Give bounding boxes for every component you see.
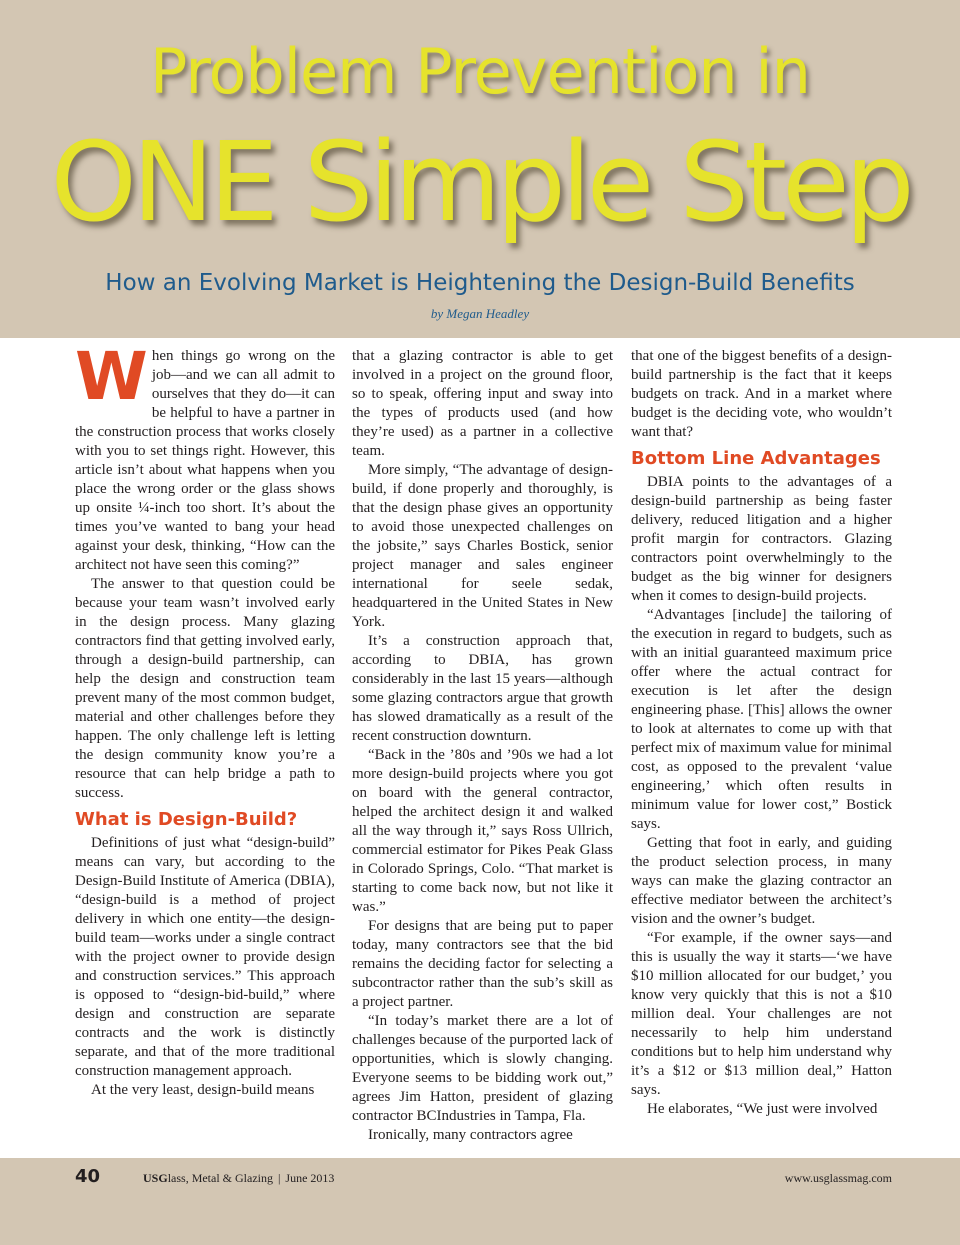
paragraph: “Back in the ’80s and ’90s we had a lot more design-build projects where you got on board with the general contractor, helped the architect design it and walked all the way through it,” says Ross Ullrich, commercial estimator for Pikes Peak Glass in Colorado Springs, Colo. “That market is starting to come back now, but not like it was.” <box>352 747 613 915</box>
publication-info <box>143 1171 334 1186</box>
article-column-3 <box>631 347 892 1119</box>
paragraph: that one of the biggest benefits of a design-build partnership is the fact that it keeps budgets on track. And in a market where budget is the deciding vote, who wouldn’t want that? <box>631 348 892 440</box>
issue-date: June 2013 <box>285 1171 335 1185</box>
title-line-2: ONE Simple Step <box>50 118 910 246</box>
title-line-1: Problem Prevention in <box>150 35 810 108</box>
paragraph: “In today’s market there are a lot of challenges because of the purported lack of opportunities, which is slowly changing. Everyone seems to be bidding work out,” agrees Jim Hatton, president of glazing contractor BCIndustries in Tampa, Fla. <box>352 1013 613 1124</box>
paragraph: He elaborates, “We just were involved <box>647 1101 878 1117</box>
paragraph: “Advantages [include] the tailoring of the execution in regard to budgets, such as with an initial guaranteed maximum price offer where the actual contract for execution is let after the design engineering phase. [This] allows the owner to look at alternates to come up with that perfect mix of maximum value for minimal cost, as opposed to the prevalent ‘value engineering,’ which often results in minimum value for lower cost,” Bostick says. <box>631 607 892 832</box>
drop-cap: W <box>75 338 148 415</box>
website-url: www.usglassmag.com <box>784 1171 892 1185</box>
paragraph: More simply, “The advantage of design-build, if done properly and thoroughly, is that the design phase gives an opportunity to avoid those unexpected challenges on the jobsite,” says Charles Bostick, senior project manager and sales engineer international for seele sedak, headquartered in the United States in New York. <box>352 462 613 630</box>
article-column-2 <box>352 347 613 1145</box>
paragraph: Ironically, many contractors agree <box>368 1127 573 1143</box>
paragraph: The answer to that question could be because your team wasn’t involved early in the design process. Many glazing contractors find that getting involved early, through a design-build partnership, can help the design and construction team prevent many of the most common budget, material and other challenges before they happen. The only challenge left is letting the design community know you’re a resource that can help bridge a path to success. <box>75 576 335 801</box>
publication-name-bold: USG <box>143 1171 168 1185</box>
byline: by Megan Headley <box>430 306 530 321</box>
paragraph: At the very least, design-build means <box>91 1082 315 1098</box>
footer-separator: | <box>278 1171 281 1185</box>
paragraph: For designs that are being put to paper today, many contractors see that the bid remains the deciding factor for selecting a subcontractor rather than the sub’s skill as a project partner. <box>352 918 613 1010</box>
section-heading-what-is-design-build: What is Design-Build? <box>75 809 298 830</box>
section-heading-bottom-line-advantages: Bottom Line Advantages <box>631 448 881 469</box>
paragraph: Getting that foot in early, and guiding the product selection process, in many ways can make the glazing contractor an effective mediator between the architect’s vision and the owner’s budget. <box>631 835 892 927</box>
paragraph: “For example, if the owner says—and this is usually the way it starts—‘we have $10 million allocated for our budget,’ you know very quickly that this is not a $10 million deal. Your challenges are not necessarily to help him understand conditions but to help him understand why it’s a $12 or $13 million deal,” Hatton says. <box>631 930 892 1098</box>
page-number: 40 <box>75 1166 101 1187</box>
paragraph: It’s a construction approach that, according to DBIA, has grown considerably in the last 15 years—although some glazing contractors argue that growth has slowed dramatically as a result of the recent construction downturn. <box>352 633 613 744</box>
paragraph: When things go wrong on the job—and we can all admit to ourselves that they do—it can be helpful to have a partner in the construction process that works closely with you to set things right. However, this article isn’t about what happens when you place the wrong order or the glass shows up onsite ¼-inch too short. It’s about the times you’ve wanted to bang your head against your desk, thinking, “How can the architect not have seen this coming?” <box>75 338 335 573</box>
article-column-1 <box>75 338 335 1100</box>
paragraph: DBIA points to the advantages of a design-build partnership as being faster delivery, reduced litigation and a higher profit margin for contractors. Glazing contractors point overwhelmingly to the budget as the big winner for designers when it comes to design-build projects. <box>631 474 892 604</box>
paragraph: that a glazing contractor is able to get involved in a project on the ground floor, so to speak, offering input and sway into the types of products used (and how they’re used) as a partner in a collective team. <box>352 348 613 459</box>
publication-name: lass, Metal & Glazing <box>167 1171 273 1185</box>
paragraph: Definitions of just what “design-build” means can vary, but according to the Design-Build Institute of America (DBIA), “design-build is a method of project delivery in which one entity—the design-build team—works under a single contract with the project owner to provide design and construction services.” This approach is opposed to “design-bid-build,” where design and construction are separate contracts and the work is distinctly separate, and that of the more traditional construction management approach. <box>75 835 335 1079</box>
subtitle: How an Evolving Market is Heightening the Design-Build Benefits <box>105 270 855 296</box>
